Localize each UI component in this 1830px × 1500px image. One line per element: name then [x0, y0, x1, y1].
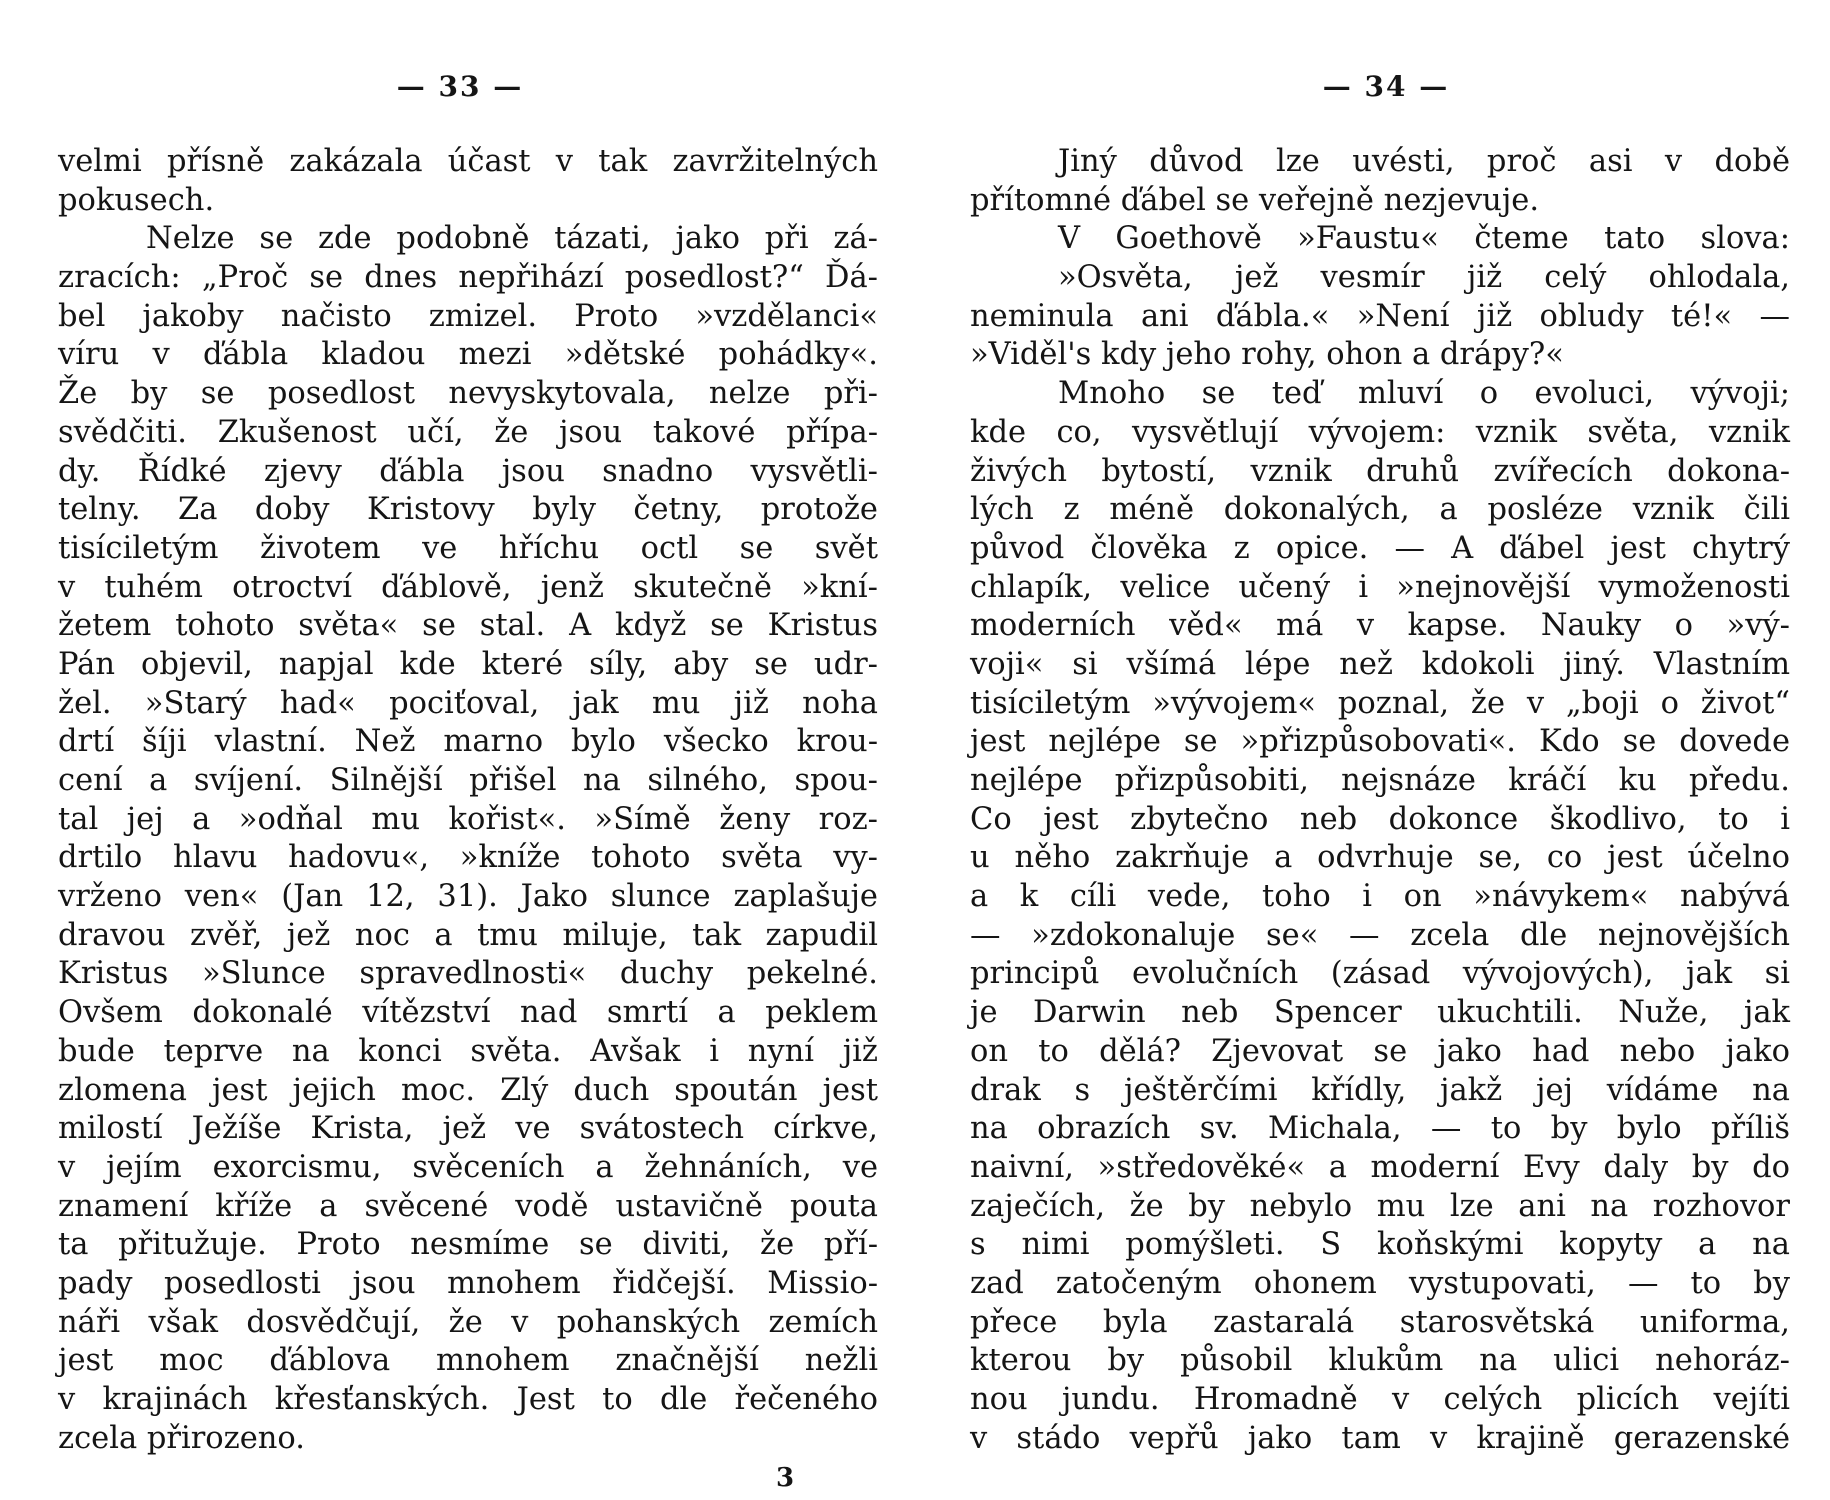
text-line: pokusech. — [58, 182, 215, 218]
text-line: naivní, »středověké« a moderní Evy daly by do — [970, 1149, 1790, 1185]
text-line: svědčiti. Zkušenost učí, že jsou takové přípa- — [58, 414, 878, 450]
text-line: původ člověka z opice. — A ďábel jest chytrý — [970, 530, 1790, 566]
text-line: voji« si všímá lépe než kdokoli jiný. Vlastním — [970, 646, 1790, 682]
text-line: nejlépe přizpůsobiti, nejsnáze kráčí ku předu. — [970, 763, 1790, 798]
page-header-right: — 34 — — [1322, 70, 1450, 103]
text-line: jest moc ďáblova mnohem značnější nežli — [58, 1343, 878, 1379]
text-line: bel jakoby načisto zmizel. Proto »vzdělanci« — [58, 298, 878, 334]
text-line: náři však dosvědčují, že v pohanských zemích — [58, 1304, 878, 1340]
text-line: Kristus »Slunce spravedlnosti« duchy pekelné. — [58, 956, 878, 992]
text-line: zracích: „Proč se dnes nepřihází posedlost?“ Ďá- — [58, 260, 878, 296]
text-line: milostí Ježíše Krista, jež ve svátostech církve, — [58, 1111, 878, 1147]
text-line: Pán objevil, napjal kde které síly, aby se udr- — [58, 646, 878, 682]
left-page-text — [58, 143, 878, 1458]
text-line: Že by se posedlost nevyskytovala, nelze při- — [58, 376, 878, 412]
text-line: Co jest zbytečno neb dokonce škodlivo, to i — [970, 801, 1790, 837]
text-line: pady posedlosti jsou mnohem řidčejší. Missio- — [58, 1265, 878, 1301]
text-line: v stádo vepřů jako tam v krajině gerazenské — [970, 1420, 1790, 1456]
text-line: nou jundu. Hromadně v celých plicích vejíti — [970, 1382, 1790, 1417]
text-line: zlomena jest jejich moc. Zlý duch spoután jest — [58, 1072, 878, 1108]
text-line: principů evolučních (zásad vývojových), jak si — [970, 956, 1790, 992]
right-page — [970, 0, 1790, 1500]
text-line: žel. »Starý had« pociťoval, jak mu již noha — [58, 685, 878, 721]
page-header-left: — 33 — — [396, 70, 524, 103]
text-line: drak s ještěrčími křídly, jakž jej vídáme na — [970, 1072, 1790, 1108]
text-line: — »zdokonaluje se« — zcela dle nejnovějších — [970, 917, 1790, 953]
text-line: žetem tohoto světa« se stal. A když se Kristus — [58, 608, 878, 644]
text-line: V Goethově »Faustu« čteme tato slova: — [1058, 221, 1790, 257]
text-line: velmi přísně zakázala účast v tak zavržitelných — [58, 144, 878, 179]
text-line: kterou by působil klukům na ulici nehoráz- — [970, 1343, 1790, 1379]
text-line: drtí šíji vlastní. Než marno bylo všecko krou- — [58, 724, 878, 760]
text-line: v krajinách křesťanských. Jest to dle řečeného — [58, 1382, 878, 1417]
text-line: kde co, vysvětlují vývojem: vznik světa, vznik — [970, 414, 1790, 450]
text-line: Nelze se zde podobně tázati, jako při zá- — [146, 221, 878, 257]
text-line: moderních věd« má v kapse. Nauky o »vý- — [970, 608, 1790, 644]
text-line: ta přitužuje. Proto nesmíme se diviti, že pří- — [58, 1227, 878, 1263]
text-line: »Osvěta, jež vesmír již celý ohlodala, — [1058, 260, 1790, 296]
text-line: dravou zvěř, jež noc a tmu miluje, tak zapudil — [58, 917, 878, 953]
text-line: Jiný důvod lze uvésti, proč asi v době — [1058, 144, 1790, 179]
text-line: Mnoho se teď mluví o evoluci, vývoji; — [1058, 376, 1790, 412]
text-line: dy. Řídké zjevy ďábla jsou snadno vysvětli- — [58, 453, 878, 489]
text-line: s nimi pomýšleti. S koňskými kopyty a na — [970, 1227, 1790, 1263]
text-line: a k cíli vede, toho i on »návykem« nabývá — [970, 879, 1790, 915]
text-line: znamení kříže a svěcené vodě ustavičně pouta — [58, 1188, 878, 1224]
text-line: vrženo ven« (Jan 12, 31). Jako slunce zaplašuje — [58, 879, 878, 915]
text-line: chlapík, velice učený i »nejnovější vymoženosti — [970, 569, 1790, 605]
text-line: živých bytostí, vznik druhů zvířecích dokona- — [970, 453, 1790, 489]
text-line: přítomné ďábel se veřejně nezjevuje. — [970, 182, 1540, 218]
text-line: cení a svíjení. Silnější přišel na silného, spou- — [58, 763, 878, 798]
text-line: tisíciletým životem ve hříchu octl se svět — [58, 530, 878, 566]
text-line: u něho zakrňuje a odvrhuje se, co jest účelno — [970, 840, 1790, 876]
signature-mark: 3 — [775, 1463, 795, 1493]
text-line: přece byla zastaralá starosvětská uniforma, — [970, 1304, 1790, 1340]
text-line: zcela přirozeno. — [58, 1420, 305, 1456]
text-line: neminula ani ďábla.« »Není již obludy té!« — — [970, 298, 1790, 334]
text-line: on to dělá? Zjevovat se jako had nebo jako — [970, 1033, 1790, 1069]
text-line: zad zatočeným ohonem vystupovati, — to by — [970, 1265, 1790, 1301]
text-line: v tuhém otroctví ďáblově, jenž skutečně »kní- — [58, 569, 878, 605]
text-line: lých z méně dokonalých, a posléze vznik čili — [970, 492, 1790, 528]
text-line: tisíciletým »vývojem« poznal, že v „boji o život“ — [970, 685, 1790, 721]
text-line: na obrazích sv. Michala, — to by bylo příliš — [970, 1111, 1790, 1147]
right-page-text — [970, 143, 1790, 1458]
text-line: drtilo hlavu hadovu«, »kníže tohoto světa vy- — [58, 840, 878, 876]
text-line: Ovšem dokonalé vítězství nad smrtí a peklem — [58, 995, 878, 1031]
text-line: »Viděl's kdy jeho rohy, ohon a drápy?« — [970, 337, 1564, 373]
text-line: bude teprve na konci světa. Avšak i nyní již — [58, 1033, 878, 1069]
text-line: tal jej a »odňal mu kořist«. »Símě ženy roz- — [58, 801, 878, 837]
text-line: je Darwin neb Spencer ukuchtili. Nuže, jak — [970, 995, 1790, 1031]
text-line: jest nejlépe se »přizpůsobovati«. Kdo se dovede — [970, 724, 1790, 760]
text-line: víru v ďábla kladou mezi »dětské pohádky«. — [58, 337, 878, 373]
left-page — [58, 0, 878, 1500]
text-line: v jejím exorcismu, svěceních a žehnáních, ve — [58, 1149, 878, 1185]
text-line: zaječích, že by nebylo mu lze ani na rozhovor — [970, 1188, 1790, 1224]
text-line: telny. Za doby Kristovy byly četny, protože — [58, 492, 878, 528]
